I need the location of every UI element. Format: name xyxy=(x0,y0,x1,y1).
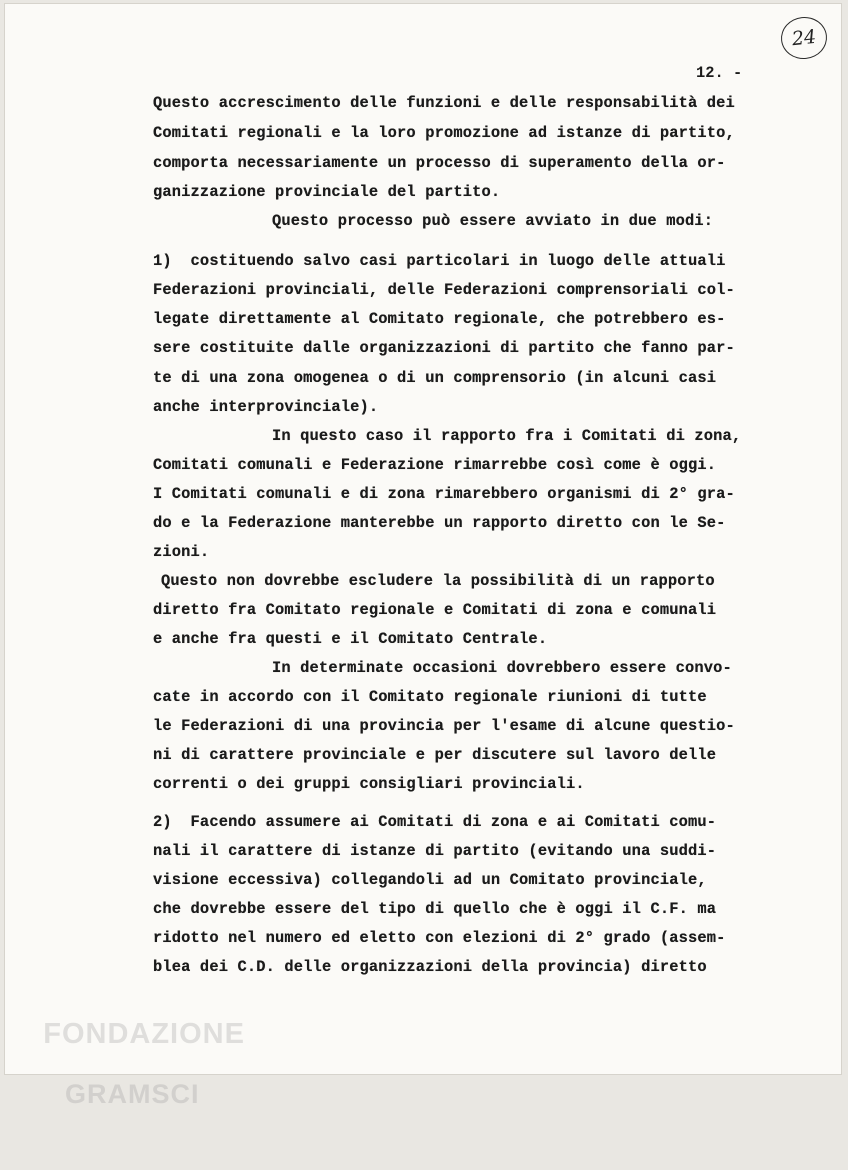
text-line: blea dei C.D. delle organizzazioni della provincia) diretto xyxy=(153,958,707,976)
text-line: In determinate occasioni dovrebbero essere convo- xyxy=(272,659,732,677)
archive-number-stamp: 24 xyxy=(779,15,829,62)
watermark xyxy=(7,989,245,1169)
text-line: do e la Federazione manterebbe un rapporto diretto con le Se- xyxy=(153,514,726,532)
text-line: 1) costituendo salvo casi particolari in luogo delle attuali xyxy=(153,252,726,270)
watermark-line-2: GRAMSCI xyxy=(65,1079,200,1109)
text-line: legate direttamente al Comitato regionale, che potrebbero es- xyxy=(153,310,726,328)
text-line: Questo processo può essere avviato in due modi: xyxy=(272,212,714,230)
text-line: In questo caso il rapporto fra i Comitati di zona, xyxy=(272,427,742,445)
text-line: correnti o dei gruppi consigliari provinciali. xyxy=(153,775,585,793)
text-line: cate in accordo con il Comitato regionale riunioni di tutte xyxy=(153,688,707,706)
text-line: 2) Facendo assumere ai Comitati di zona e ai Comitati comu- xyxy=(153,813,717,831)
text-line: comporta necessariamente un processo di superamento della or- xyxy=(153,154,726,172)
watermark-line-1: FONDAZIONE xyxy=(43,1018,245,1050)
text-line: diretto fra Comitato regionale e Comitati di zona e comunali xyxy=(153,601,717,619)
text-line: zioni. xyxy=(153,543,210,561)
text-line: che dovrebbe essere del tipo di quello che è oggi il C.F. ma xyxy=(153,900,717,918)
text-line: anche interprovinciale). xyxy=(153,398,379,416)
text-line: nali il carattere di istanze di partito (evitando una suddi- xyxy=(153,842,717,860)
text-line: sere costituite dalle organizzazioni di partito che fanno par- xyxy=(153,339,735,357)
text-line: te di una zona omogenea o di un comprensorio (in alcuni casi xyxy=(153,369,717,387)
page-number: 12. - xyxy=(696,64,743,82)
text-line: ganizzazione provinciale del partito. xyxy=(153,183,501,201)
text-line: Questo non dovrebbe escludere la possibilità di un rapporto xyxy=(161,572,715,590)
text-line: Federazioni provinciali, delle Federazioni comprensoriali col- xyxy=(153,281,735,299)
text-line: visione eccessiva) collegandoli ad un Comitato provinciale, xyxy=(153,871,707,889)
text-line: ni di carattere provinciale e per discutere sul lavoro delle xyxy=(153,746,717,764)
text-line: Comitati comunali e Federazione rimarrebbe così come è oggi. xyxy=(153,456,717,474)
text-line: Comitati regionali e la loro promozione ad istanze di partito, xyxy=(153,124,735,142)
document-page xyxy=(4,3,842,1109)
text-line: le Federazioni di una provincia per l'esame di alcune questio- xyxy=(153,717,735,735)
text-line: Questo accrescimento delle funzioni e delle responsabilità dei xyxy=(153,94,735,112)
text-line: e anche fra questi e il Comitato Centrale. xyxy=(153,630,548,648)
text-line: I Comitati comunali e di zona rimarebbero organismi di 2° gra- xyxy=(153,485,735,503)
text-line: ridotto nel numero ed eletto con elezioni di 2° grado (assem- xyxy=(153,929,726,947)
